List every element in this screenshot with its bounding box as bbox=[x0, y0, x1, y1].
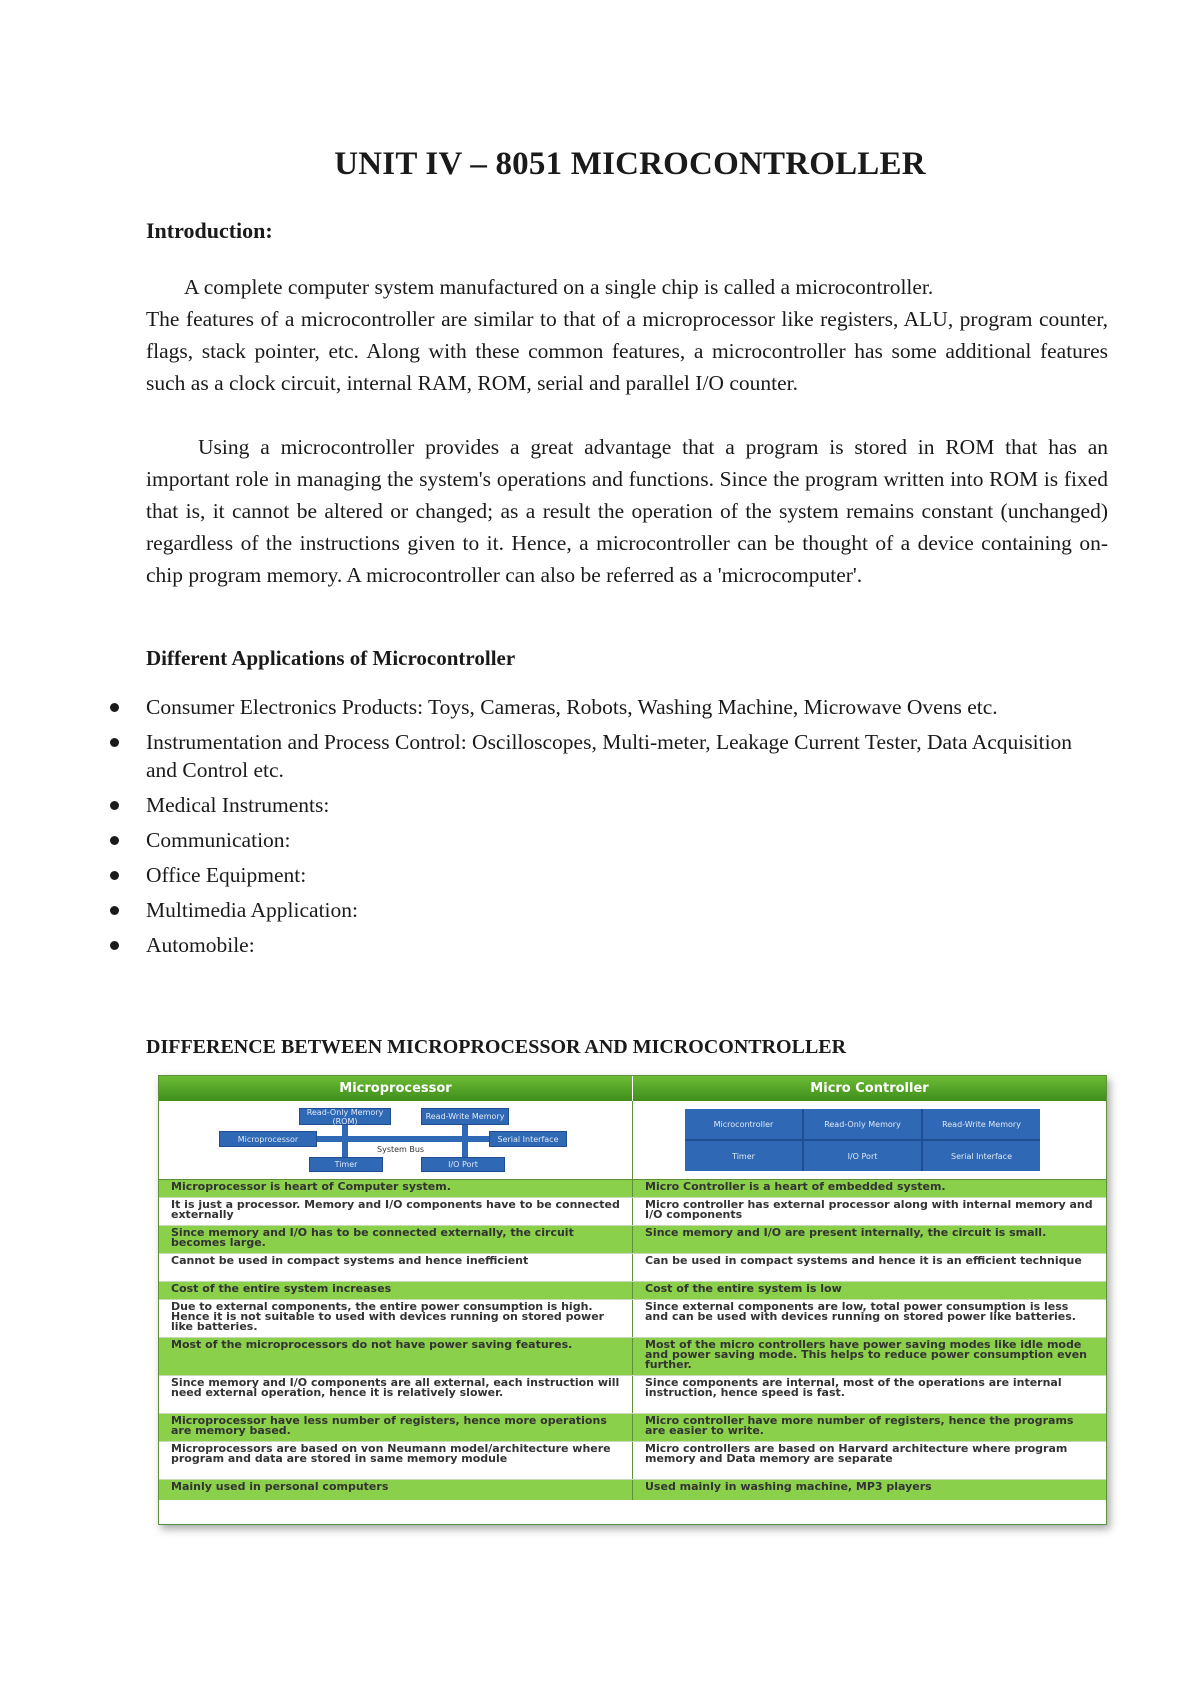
applications-list bbox=[0, 693, 1160, 966]
list-item: Office Equipment: bbox=[0, 861, 1160, 889]
ram-block: Read-Write Memory bbox=[421, 1108, 509, 1125]
bullet-icon bbox=[110, 871, 119, 880]
bus-connector bbox=[462, 1125, 468, 1157]
table-row: Due to external components, the entire power consumption is high. Hence it is not suitable to used with devices running on stored power like batteries. Since external components are low, total power consumption is less and can be used with devices running on stored power like batteries. bbox=[159, 1300, 1106, 1338]
bullet-icon bbox=[110, 836, 119, 845]
comparison-table bbox=[158, 1075, 1107, 1525]
mc-block: Timer bbox=[685, 1141, 802, 1171]
microcontroller-diagram bbox=[633, 1101, 1106, 1179]
bullet-icon bbox=[110, 738, 119, 747]
list-item: Multimedia Application: bbox=[0, 896, 1160, 924]
system-bus-label: System Bus bbox=[377, 1145, 425, 1154]
table-row: It is just a processor. Memory and I/O components have to be connected externally Micro controller has external processor along with internal memory and I/O components bbox=[159, 1198, 1106, 1226]
list-item: Instrumentation and Process Control: Oscilloscopes, Multi-meter, Leakage Current Tester, Data Acquisition and Control etc. bbox=[0, 728, 1160, 784]
difference-heading: DIFFERENCE BETWEEN MICROPROCESSOR AND MICROCONTROLLER bbox=[146, 1036, 847, 1058]
rom-block: Read-Only Memory (ROM) bbox=[299, 1108, 391, 1125]
table-row: Cost of the entire system increases Cost of the entire system is low bbox=[159, 1282, 1106, 1300]
intro-paragraph-2: Using a microcontroller provides a great advantage that a program is stored in ROM that has an important role in managing the system's operations and functions. Since the program written into ROM is fixed that is, it cannot be altered or changed; as a result the operation of the system remains constant (unchanged) regardless of the instructions given to it. Hence, a microcontroller can be thought of a device containing on-chip program memory. A microcontroller can also be referred as a 'microcomputer'. bbox=[146, 435, 1108, 587]
timer-block: Timer bbox=[309, 1157, 383, 1172]
cpu-block: Microprocessor bbox=[219, 1131, 317, 1147]
list-item: Medical Instruments: bbox=[0, 791, 1160, 819]
intro-line-1: A complete computer system manufactured on a single chip is called a microcontroller. bbox=[184, 275, 934, 299]
mc-block: I/O Port bbox=[804, 1141, 921, 1171]
col-header-microcontroller: Micro Controller bbox=[810, 1081, 929, 1096]
bullet-icon bbox=[110, 941, 119, 950]
intro-paragraph-1 bbox=[146, 271, 1108, 399]
list-item: Communication: bbox=[0, 826, 1160, 854]
diagram-row bbox=[159, 1101, 1106, 1180]
table-row: Mainly used in personal computers Used mainly in washing machine, MP3 players bbox=[159, 1480, 1106, 1500]
bullet-icon bbox=[110, 906, 119, 915]
bullet-icon bbox=[110, 801, 119, 810]
table-row: Since memory and I/O has to be connected externally, the circuit becomes large. Since memory and I/O are present internally, the circuit is small. bbox=[159, 1226, 1106, 1254]
list-item: Consumer Electronics Products: Toys, Cameras, Robots, Washing Machine, Microwave Ovens etc. bbox=[0, 693, 1160, 721]
applications-heading: Different Applications of Microcontroller bbox=[146, 646, 516, 670]
intro-heading: Introduction: bbox=[146, 218, 273, 243]
mc-block: Read-Only Memory bbox=[804, 1109, 921, 1139]
table-row: Microprocessor is heart of Computer system. Micro Controller is a heart of embedded system. bbox=[159, 1180, 1106, 1198]
table-row: Most of the microprocessors do not have power saving features. Most of the micro controllers have power saving modes like idle mode and power saving mode. This helps to reduce power consumption even further. bbox=[159, 1338, 1106, 1376]
table-row: Microprocessor have less number of registers, hence more operations are memory based. Micro controller have more number of registers, hence the programs are easier to write. bbox=[159, 1414, 1106, 1442]
mc-block: Read-Write Memory bbox=[923, 1109, 1040, 1139]
table-row: Microprocessors are based on von Neumann model/architecture where program and data are stored in same memory module Micro controllers are based on Harvard architecture where program memory and Data memory are separate bbox=[159, 1442, 1106, 1480]
intro-line-2: The features of a microcontroller are similar to that of a microprocessor like registers, ALU, program counter, flags, stack pointer, etc. Along with these common features, a microcontroller has some additional features such as a clock circuit, internal RAM, ROM, serial and parallel I/O counter. bbox=[146, 307, 1108, 395]
bullet-icon bbox=[110, 703, 119, 712]
col-header-microprocessor: Microprocessor bbox=[159, 1076, 633, 1101]
mc-block: Serial Interface bbox=[923, 1141, 1040, 1171]
bus-connector bbox=[342, 1125, 348, 1157]
comparison-header bbox=[159, 1076, 1106, 1101]
list-item: Automobile: bbox=[0, 931, 1160, 959]
page-title: UNIT IV – 8051 MICROCONTROLLER bbox=[334, 146, 926, 182]
table-row: Cannot be used in compact systems and hence inefficient Can be used in compact systems and hence it is an efficient technique bbox=[159, 1254, 1106, 1282]
microprocessor-diagram bbox=[159, 1101, 633, 1179]
table-row: Since memory and I/O components are all external, each instruction will need external operation, hence it is relatively slower. Since components are internal, most of the operations are internal instruction, hence speed is fast. bbox=[159, 1376, 1106, 1414]
microcontroller-block-grid bbox=[685, 1109, 1040, 1171]
serial-block: Serial Interface bbox=[489, 1131, 567, 1147]
io-port-block: I/O Port bbox=[421, 1157, 505, 1172]
mc-block: Microcontroller bbox=[685, 1109, 802, 1139]
